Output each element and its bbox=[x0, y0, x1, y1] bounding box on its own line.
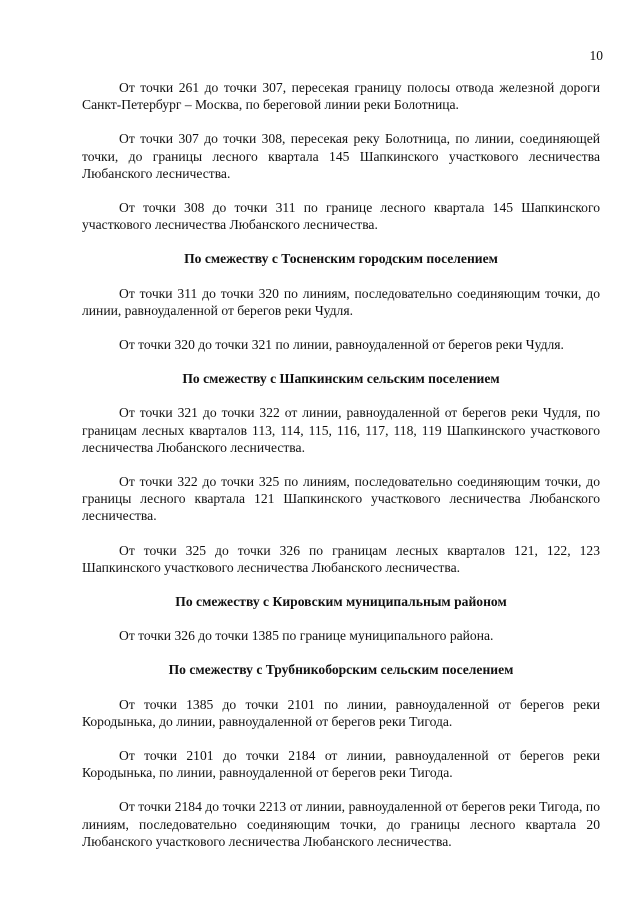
paragraph: От точки 320 до точки 321 по линии, равноудаленной от берегов реки Чудля. bbox=[119, 337, 564, 353]
section-heading: По смежеству с Шапкинским сельским поселением bbox=[182, 371, 500, 387]
paragraph: От точки 1385 до точки 2101 по линии, равноудаленной от берегов реки Кородынька, до линии, равноудаленной от берегов реки Тигода. bbox=[82, 696, 600, 729]
page-number: 10 bbox=[589, 48, 603, 63]
section-heading: По смежеству с Тосненским городским поселением bbox=[184, 251, 498, 267]
paragraph: От точки 2184 до точки 2213 от линии, равноудаленной от берегов реки Тигода, по линиям, последовательно соединяющим точки, до границы лесного квартала 20 Любанского участкового лесничества Любанского лесничества. bbox=[82, 799, 600, 849]
paragraph: От точки 321 до точки 322 от линии, равноудаленной от берегов реки Чудля, по границам лесных кварталов 113, 114, 115, 116, 117, 118, 119 Шапкинского участкового лесничества Любанского лесничества. bbox=[82, 405, 600, 455]
paragraph: От точки 325 до точки 326 по границам лесных кварталов 121, 122, 123 Шапкинского участкового лесничества Любанского лесничества. bbox=[82, 542, 600, 575]
section-heading: По смежеству с Кировским муниципальным районом bbox=[175, 594, 507, 610]
paragraph: От точки 311 до точки 320 по линиям, последовательно соединяющим точки, до линии, равноудаленной от берегов реки Чудля. bbox=[82, 285, 600, 318]
paragraph: От точки 307 до точки 308, пересекая реку Болотница, по линии, соединяющей точки, до границы лесного квартала 145 Шапкинского участкового лесничества Любанского лесничества. bbox=[82, 131, 600, 181]
section-heading: По смежеству с Трубникоборским сельским поселением bbox=[168, 662, 514, 678]
paragraph: От точки 308 до точки 311 по границе лесного квартала 145 Шапкинского участкового лесничества Любанского лесничества. bbox=[82, 200, 600, 233]
paragraph: От точки 326 до точки 1385 по границе муниципального района. bbox=[119, 628, 494, 644]
paragraph: От точки 2101 до точки 2184 от линии, равноудаленной от берегов реки Кородынька, по линии, равноудаленной от берегов реки Тигода. bbox=[82, 748, 600, 781]
paragraph: От точки 322 до точки 325 по линиям, последовательно соединяющим точки, до границы лесного квартала 121 Шапкинского участкового лесничества Любанского лесничества. bbox=[82, 474, 600, 524]
paragraph: От точки 261 до точки 307, пересекая границу полосы отвода железной дороги Санкт-Петербург – Москва, по береговой линии реки Болотница. bbox=[82, 80, 600, 113]
document-body bbox=[82, 79, 600, 867]
